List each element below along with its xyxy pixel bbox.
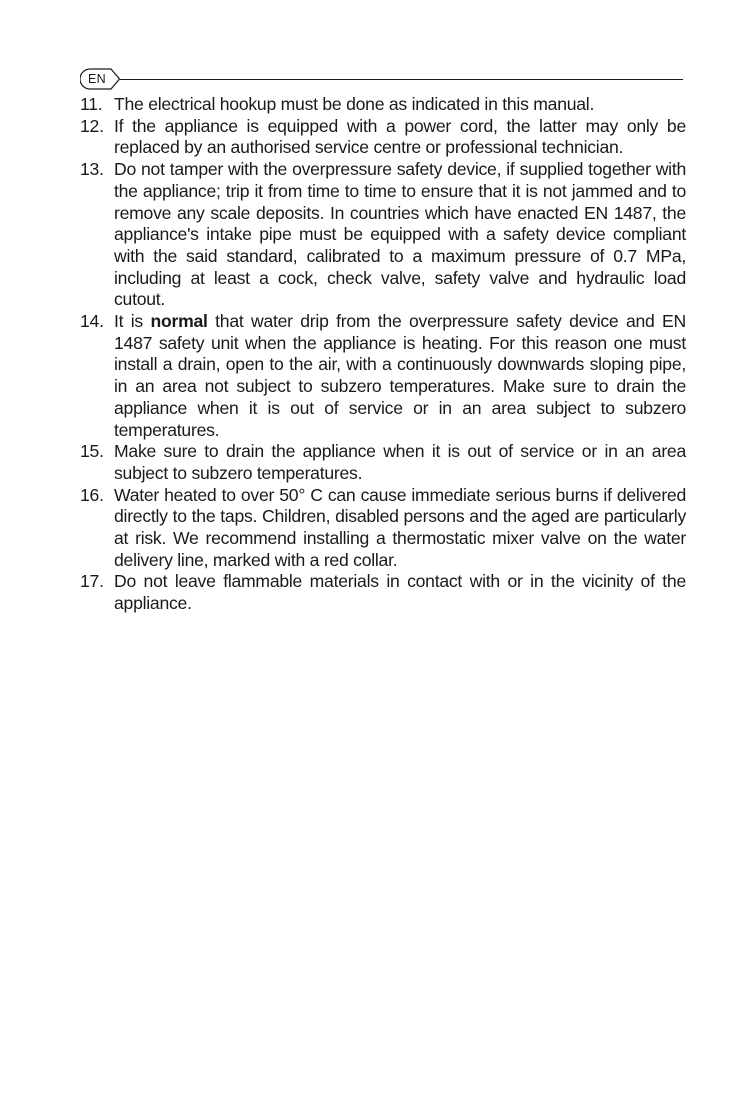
item-text: Water heated to over 50° C can cause immediate serious burns if delivered directly to the taps. Children, disabled persons and the aged are particularly at risk. We recommend installing a thermostatic mixer valve on the water delivery line, marked with a red collar.: [114, 484, 686, 570]
item-number: 14.: [80, 311, 104, 332]
item-text: Make sure to drain the appliance when it is out of service or in an area subject to subzero temperatures.: [114, 441, 686, 483]
item-number: 15.: [80, 441, 104, 462]
header-rule: [120, 79, 683, 80]
list-item: [80, 485, 686, 572]
item-text: [114, 311, 686, 440]
list-item: [80, 441, 686, 484]
list-item: [80, 571, 686, 614]
item-text-emphasis: normal: [150, 311, 208, 332]
item-text: Do not leave flammable materials in contact with or in the vicinity of the appliance.: [114, 571, 686, 614]
item-text: The electrical hookup must be done as indicated in this manual.: [114, 94, 595, 114]
safety-instructions-list: [80, 94, 686, 615]
item-number: 13.: [80, 159, 104, 180]
item-text-before: It is: [114, 311, 143, 332]
list-item: [80, 159, 686, 311]
item-text-after: that water drip from the overpressure safety device and EN 1487 safety unit when the appliance is heating. For this reason one must install a drain, open to the air, with a continuously downwards sloping pipe, in an area not subject to subzero temperatures. Make sure to drain the appliance when it is out of service or in an area subject to subzero temperatures.: [114, 311, 686, 440]
item-text: Do not tamper with the overpressure safety device, if supplied together with the appliance; trip it from time to time to ensure that it is not jammed and to remove any scale deposits. In countries which have enacted EN 1487, the appliance's intake pipe must be equipped with a safety device compliant with the said standard, calibrated to a maximum pressure of 0.7 MPa, including at least a cock, check valve, safety valve and hydraulic load cutout.: [114, 159, 686, 310]
item-number: 17.: [80, 571, 104, 592]
item-number: 16.: [80, 484, 104, 505]
list-item: [80, 116, 686, 159]
list-item: [80, 94, 686, 116]
language-label: EN: [88, 72, 106, 86]
item-text: If the appliance is equipped with a power cord, the latter may only be replaced by an authorised service centre or professional technician.: [114, 115, 686, 158]
list-item: [80, 311, 686, 441]
page-header: [80, 68, 683, 90]
item-number: 11.: [80, 94, 103, 114]
item-number: 12.: [80, 115, 104, 136]
